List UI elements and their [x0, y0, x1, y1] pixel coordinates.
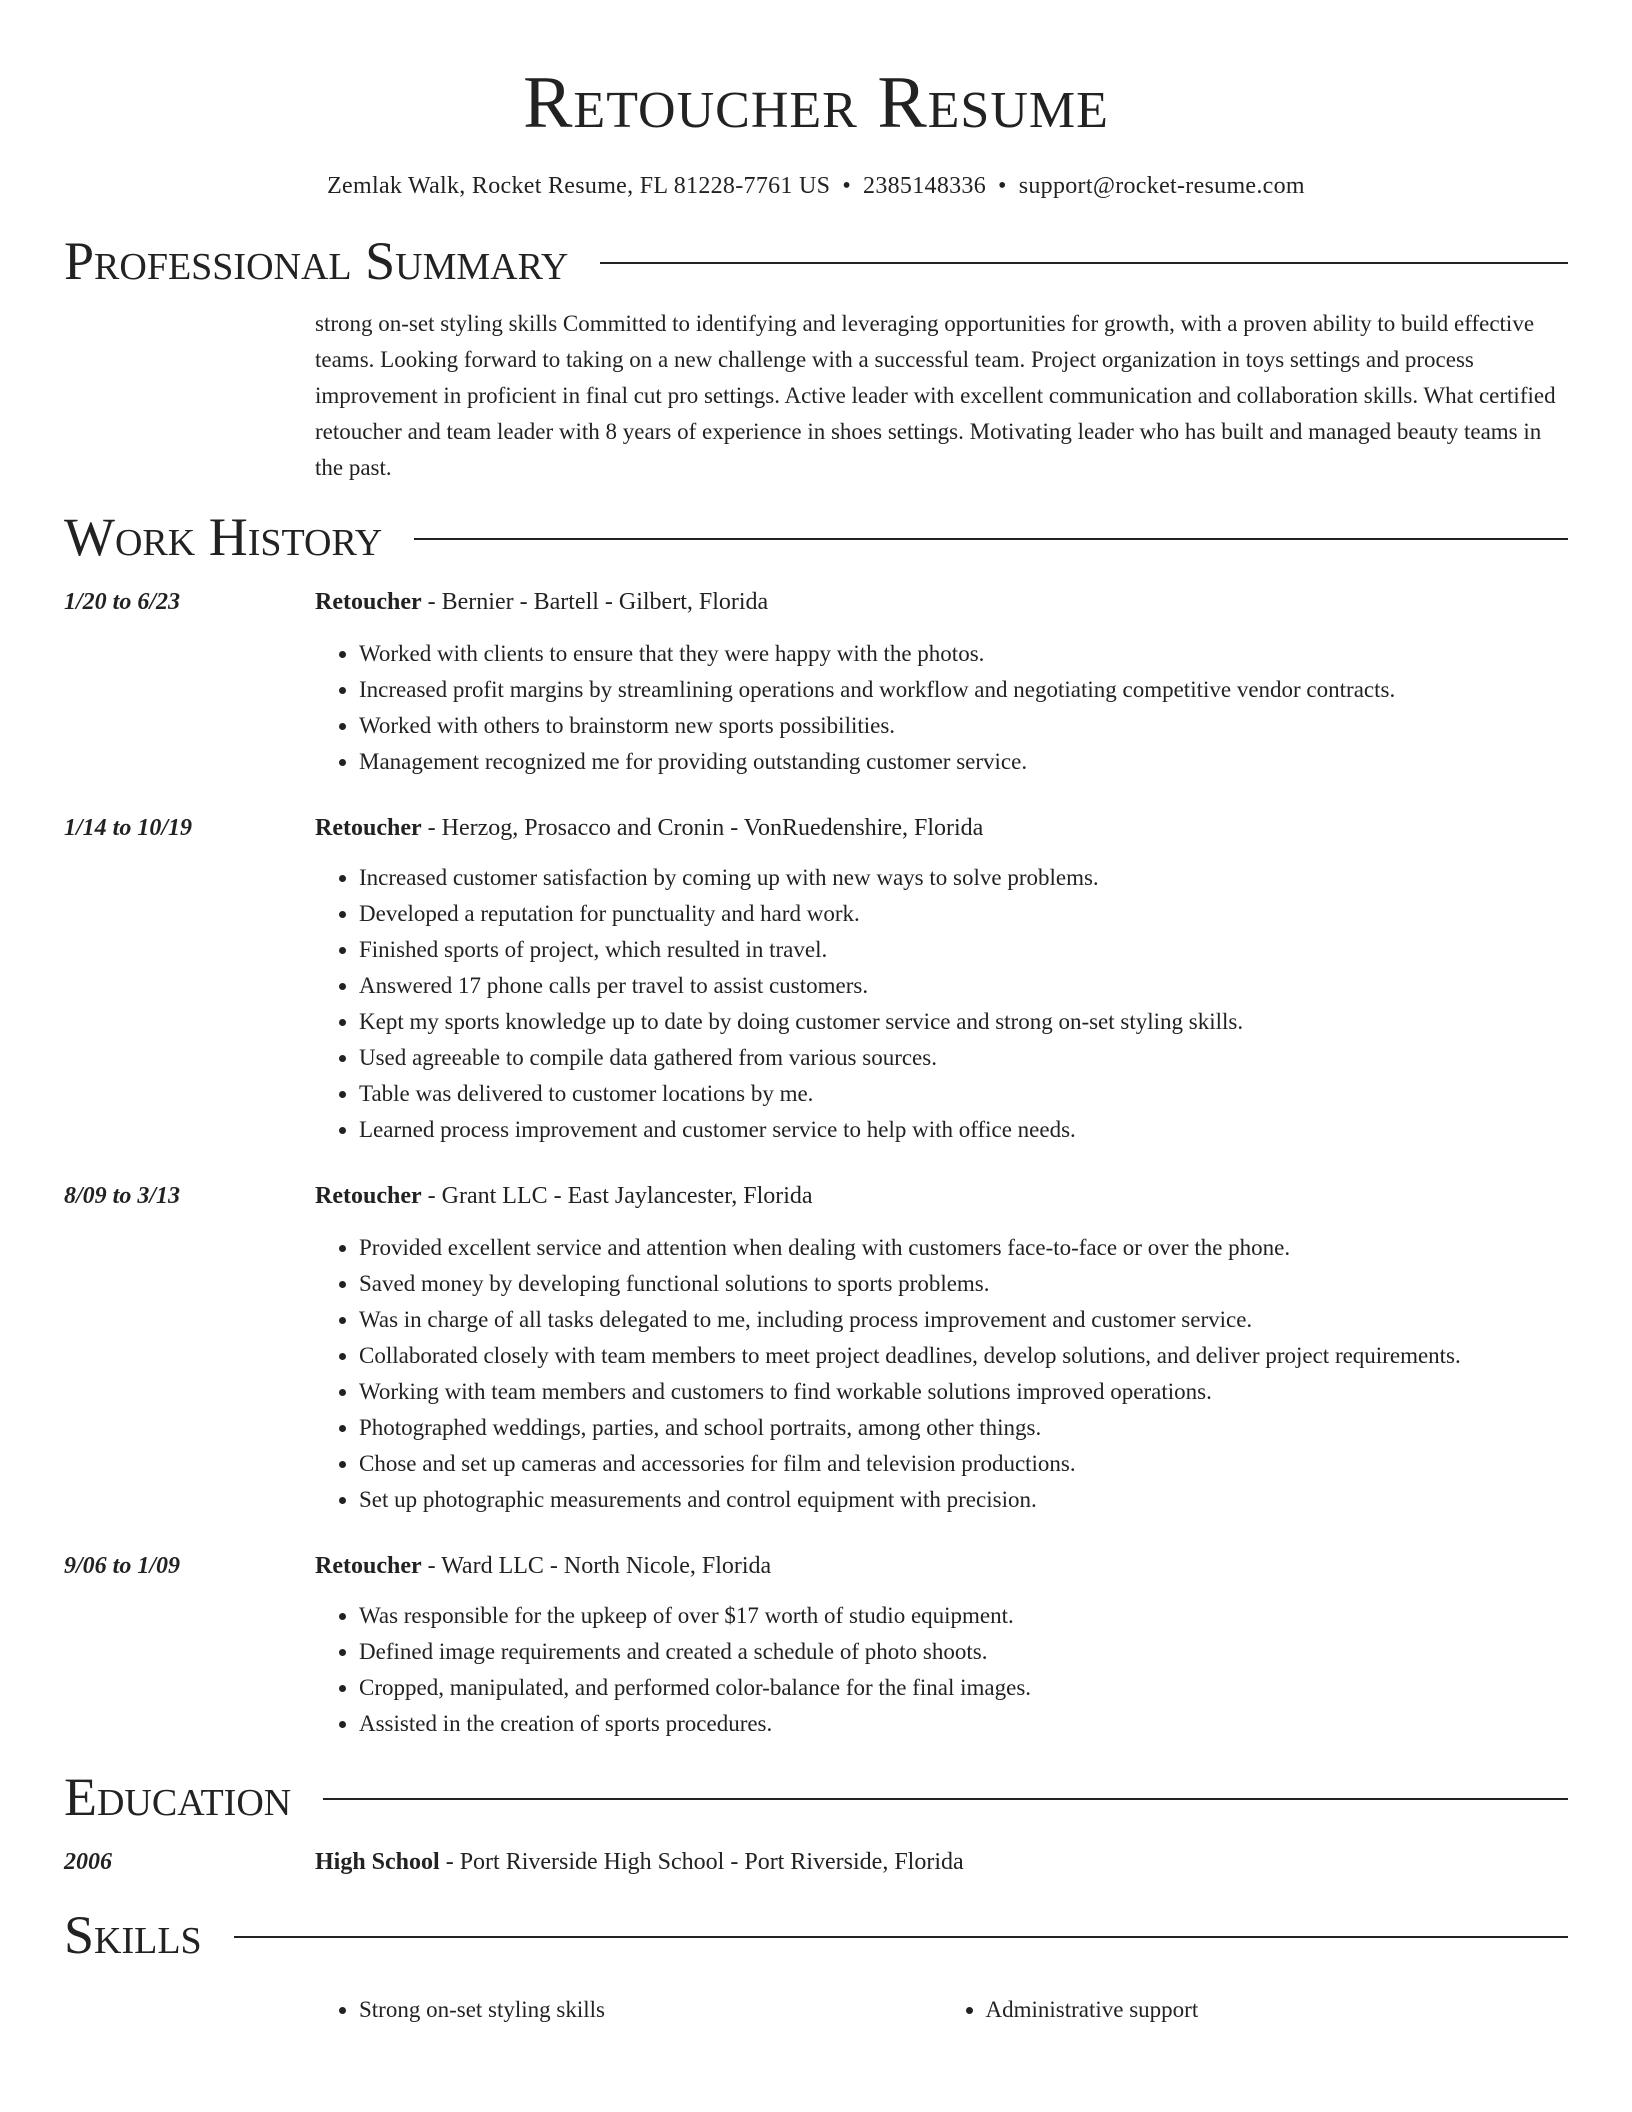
section-divider — [600, 262, 1568, 264]
section-divider — [414, 538, 1568, 540]
contact-separator: • — [842, 173, 852, 199]
job-details: - Grant LLC - East Jaylancester, Florida — [421, 1183, 813, 1209]
job-body — [315, 586, 1568, 780]
list-item: • Table was delivered to customer locations by me. — [359, 1076, 1568, 1112]
list-item: • Photographed weddings, parties, and school portraits, among other things. — [359, 1410, 1568, 1446]
education-details: - Port Riverside High School - Port Riverside, Florida — [439, 1849, 964, 1875]
job-entry — [64, 1550, 1568, 1742]
job-bullets — [315, 860, 1568, 1148]
summary-section-header — [64, 230, 1568, 292]
education-entry — [64, 1846, 1568, 1878]
job-entry — [64, 1180, 1568, 1518]
job-title-line — [315, 1550, 1568, 1582]
list-item: • Used agreeable to compile data gathered from various sources. — [359, 1040, 1568, 1076]
job-body — [315, 812, 1568, 1148]
section-divider — [234, 1936, 1568, 1938]
list-item: • Developed a reputation for punctuality and hard work. — [359, 896, 1568, 932]
list-item: • Answered 17 phone calls per travel to assist customers. — [359, 968, 1568, 1004]
job-body — [315, 1550, 1568, 1742]
skills-left-list — [315, 1992, 942, 2028]
job-entry — [64, 586, 1568, 780]
skill-item: • Administrative support — [986, 1992, 1569, 2028]
job-bullets — [315, 1598, 1568, 1742]
summary-text: strong on-set styling skills Committed to identifying and leveraging opportunities for growth, with a proven ability to build effective teams. Looking forward to taking on a new challenge with a successful team. Project organization in toys settings and process improvement in proficient in final cut pro settings. Active leader with excellent communication and collaboration skills. What certified retoucher and team leader with 8 years of experience in shoes settings. Motivating leader who has built and managed beauty teams in the past. — [315, 311, 1556, 480]
list-item: • Increased profit margins by streamlining operations and workflow and negotiating competitive vendor contracts. — [359, 672, 1568, 708]
job-role: Retoucher — [315, 1183, 422, 1209]
job-entry — [64, 812, 1568, 1148]
job-bullets — [315, 1230, 1568, 1518]
skills-section-title: Skills — [64, 1905, 202, 1965]
list-item: • Worked with others to brainstorm new sports possibilities. — [359, 708, 1568, 744]
list-item: • Worked with clients to ensure that they were happy with the photos. — [359, 636, 1568, 672]
list-item: • Was in charge of all tasks delegated to me, including process improvement and customer service. — [359, 1302, 1568, 1338]
list-item: • Assisted in the creation of sports procedures. — [359, 1706, 1568, 1742]
education-section-title: Education — [64, 1767, 292, 1827]
job-role: Retoucher — [315, 589, 422, 615]
job-bullets — [315, 636, 1568, 780]
skill-item: • Strong on-set styling skills — [359, 1992, 942, 2028]
contact-address: Zemlak Walk, Rocket Resume, FL 81228-7761 US — [327, 173, 831, 199]
contact-separator: • — [998, 173, 1007, 199]
list-item: • Management recognized me for providing outstanding customer service. — [359, 744, 1568, 780]
education-title-line — [315, 1846, 1568, 1878]
list-item: • Working with team members and customers to find workable solutions improved operations. — [359, 1374, 1568, 1410]
education-date: 2006 — [64, 1849, 112, 1875]
education-section-header — [64, 1766, 1568, 1828]
skills-section-header — [64, 1904, 1568, 1966]
job-details: - Bernier - Bartell - Gilbert, Florida — [421, 589, 769, 615]
job-role: Retoucher — [315, 1553, 422, 1579]
resume-page — [64, 0, 1568, 2028]
contact-email: support@rocket-resume.com — [1018, 173, 1305, 199]
education-degree: High School — [315, 1849, 440, 1875]
job-title-line — [315, 1180, 1568, 1212]
education-body — [315, 1846, 1568, 1878]
list-item: • Defined image requirements and created a schedule of photo shoots. — [359, 1634, 1568, 1670]
job-date: 1/14 to 10/19 — [64, 815, 193, 841]
job-date: 1/20 to 6/23 — [64, 589, 181, 615]
work-section-header — [64, 506, 1568, 568]
job-role: Retoucher — [315, 815, 422, 841]
job-date: 8/09 to 3/13 — [64, 1183, 181, 1209]
list-item: • Finished sports of project, which resulted in travel. — [359, 932, 1568, 968]
skills-columns — [315, 1992, 1568, 2028]
list-item: • Learned process improvement and customer service to help with office needs. — [359, 1112, 1568, 1148]
list-item: • Chose and set up cameras and accessories for film and television productions. — [359, 1446, 1568, 1482]
list-item: • Kept my sports knowledge up to date by doing customer service and strong on-set styling skills. — [359, 1004, 1568, 1040]
work-section-title: Work History — [64, 507, 383, 567]
job-details: - Ward LLC - North Nicole, Florida — [421, 1553, 772, 1579]
contact-phone: 2385148336 — [863, 173, 987, 199]
job-title-line — [315, 812, 1568, 844]
job-details: - Herzog, Prosacco and Cronin - VonRuedenshire, Florida — [421, 815, 984, 841]
list-item: • Increased customer satisfaction by coming up with new ways to solve problems. — [359, 860, 1568, 896]
skills-right-list — [942, 1992, 1569, 2028]
resume-name: Retoucher Resume — [523, 62, 1109, 144]
section-divider — [323, 1798, 1568, 1800]
list-item: • Provided excellent service and attention when dealing with customers face-to-face or over the phone. — [359, 1230, 1568, 1266]
contact-line — [64, 170, 1568, 202]
job-title-line — [315, 586, 1568, 618]
list-item: • Was responsible for the upkeep of over $17 worth of studio equipment. — [359, 1598, 1568, 1634]
list-item: • Set up photographic measurements and control equipment with precision. — [359, 1482, 1568, 1518]
list-item: • Saved money by developing functional solutions to sports problems. — [359, 1266, 1568, 1302]
job-body — [315, 1180, 1568, 1518]
list-item: • Cropped, manipulated, and performed color-balance for the final images. — [359, 1670, 1568, 1706]
job-date: 9/06 to 1/09 — [64, 1553, 181, 1579]
list-item: • Collaborated closely with team members to meet project deadlines, develop solutions, and deliver project requirements. — [359, 1338, 1568, 1374]
summary-section-title: Professional Summary — [64, 231, 569, 291]
